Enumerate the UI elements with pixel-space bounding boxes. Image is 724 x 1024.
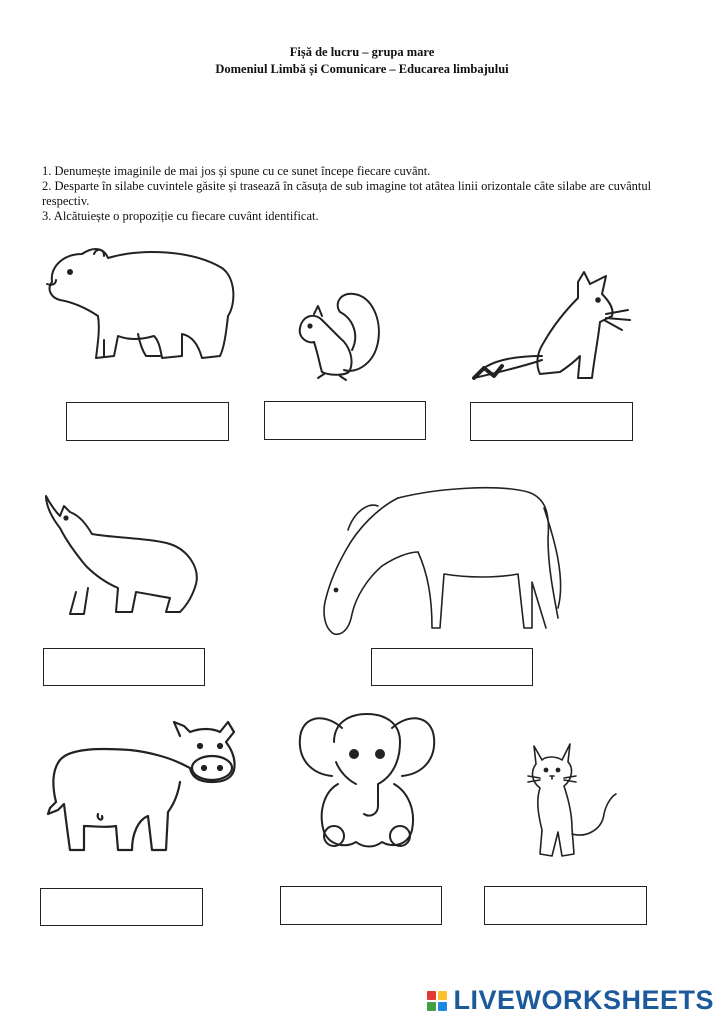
logo-square-yellow — [438, 991, 447, 1000]
answer-box-7[interactable] — [280, 886, 442, 925]
answer-box-3[interactable] — [470, 402, 633, 441]
page-title: Fișă de lucru – grupa mare — [289, 45, 435, 59]
liveworksheets-logo — [427, 985, 714, 1016]
answer-box-6[interactable] — [40, 888, 203, 926]
cat-icon — [526, 738, 618, 862]
instructions — [42, 164, 692, 224]
wolf-icon — [40, 488, 208, 620]
elephant-icon — [294, 708, 440, 856]
answer-box-5[interactable] — [371, 648, 533, 686]
logo-grid-icon — [427, 991, 447, 1011]
fox-icon — [470, 268, 632, 384]
logo-square-green — [427, 1002, 436, 1011]
squirrel-icon — [294, 290, 382, 382]
logo-square-red — [427, 991, 436, 1000]
horse-icon — [318, 478, 568, 638]
bear-icon — [42, 244, 238, 368]
answer-box-2[interactable] — [264, 401, 426, 440]
page-subtitle: Domeniul Limbă și Comunicare – Educarea limbajului — [215, 62, 509, 76]
instruction-2: 2. Desparte în silabe cuvintele găsite și trasează în căsuța de sub imagine tot atâtea linii orizontale câte silabe are cuvântul respectiv. — [42, 179, 652, 208]
logo-square-blue — [438, 1002, 447, 1011]
instruction-1: 1. Denumește imaginile de mai jos și spune cu ce sunet începe fiecare cuvânt. — [42, 164, 431, 178]
brand-text: LIVEWORKSHEETS — [453, 985, 714, 1015]
answer-box-1[interactable] — [66, 402, 229, 441]
answer-box-8[interactable] — [484, 886, 647, 925]
instruction-3: 3. Alcătuiește o propoziție cu fiecare cuvânt identificat. — [42, 209, 319, 223]
answer-box-4[interactable] — [43, 648, 205, 686]
cow-icon — [40, 712, 240, 856]
